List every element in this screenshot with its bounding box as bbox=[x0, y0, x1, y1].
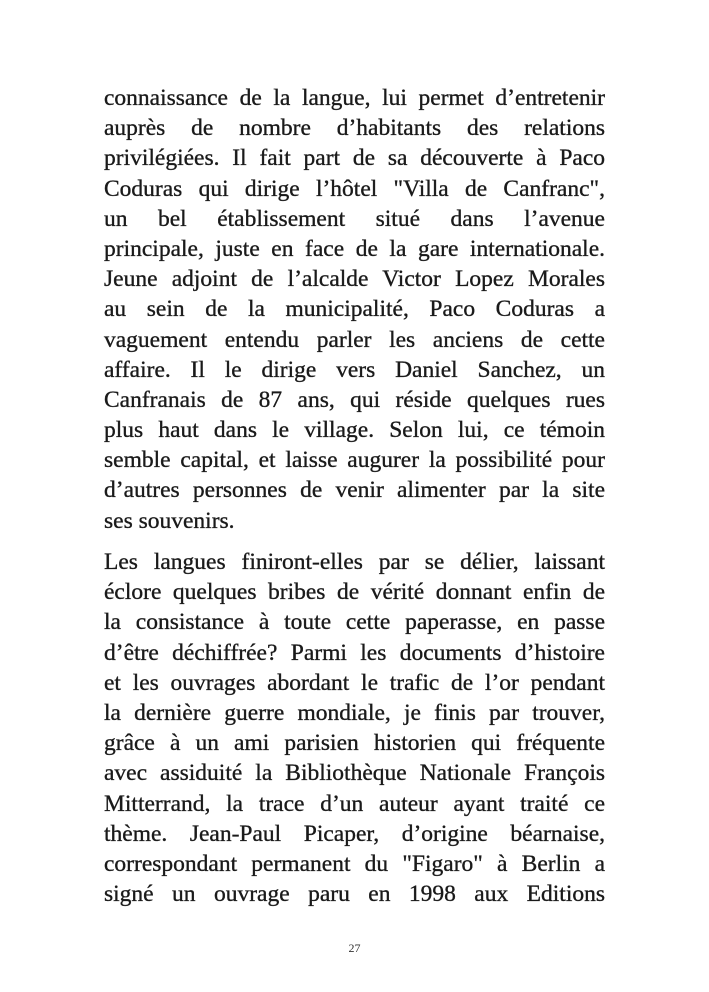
text-line: affaire. Il le dirige vers Daniel Sanchez, un bbox=[104, 356, 605, 383]
text-line: auprès de nombre d’habitants des relations bbox=[104, 115, 605, 142]
text-line: avec assiduité la Bibliothèque Nationale François bbox=[104, 760, 605, 787]
text-line: et les ouvrages abordant le trafic de l’or pendant bbox=[104, 669, 605, 696]
text-line: ses souvenirs. bbox=[104, 507, 235, 534]
text-line: thème. Jean-Paul Picaper, d’origine béarnaise, bbox=[104, 820, 605, 847]
text-line: la consistance à toute cette paperasse, en passe bbox=[104, 609, 605, 636]
paragraph-2 bbox=[104, 547, 605, 909]
text-line: vaguement entendu parler les anciens de cette bbox=[104, 326, 605, 353]
text-line: grâce à un ami parisien historien qui fréquente bbox=[104, 730, 605, 757]
text-line: principale, juste en face de la gare internationale. bbox=[104, 235, 605, 262]
paragraph-1 bbox=[104, 83, 605, 536]
text-line: un bel établissement situé dans l’avenue bbox=[104, 205, 605, 232]
text-line: éclore quelques bribes de vérité donnant enfin de bbox=[104, 579, 605, 606]
text-line: Coduras qui dirige l’hôtel "Villa de Canfranc", bbox=[104, 175, 605, 202]
text-line: Les langues finiront-elles par se délier, laissant bbox=[104, 549, 605, 575]
text-line: connaissance de la langue, lui permet d’entretenir bbox=[104, 85, 605, 111]
text-line: semble capital, et laisse augurer la possibilité pour bbox=[104, 447, 605, 474]
text-line: au sein de la municipalité, Paco Coduras a bbox=[104, 296, 605, 323]
text-line: signé un ouvrage paru en 1998 aux Editions bbox=[104, 881, 605, 908]
text-line: correspondant permanent du "Figaro" à Berlin a bbox=[104, 850, 605, 877]
text-line: d’être déchiffrée? Parmi les documents d’histoire bbox=[104, 639, 605, 666]
page-number: 27 bbox=[348, 941, 361, 955]
text-line: d’autres personnes de venir alimenter par la site bbox=[104, 477, 605, 504]
text-line: privilégiées. Il fait part de sa découverte à Paco bbox=[104, 145, 605, 172]
text-line: plus haut dans le village. Selon lui, ce témoin bbox=[104, 417, 605, 444]
text-line: Mitterrand, la trace d’un auteur ayant traité ce bbox=[104, 790, 605, 817]
text-line: Canfranais de 87 ans, qui réside quelques rues bbox=[104, 386, 605, 413]
text-line: la dernière guerre mondiale, je finis par trouver, bbox=[104, 699, 605, 726]
text-line: Jeune adjoint de l’alcalde Victor Lopez Morales bbox=[104, 266, 605, 293]
